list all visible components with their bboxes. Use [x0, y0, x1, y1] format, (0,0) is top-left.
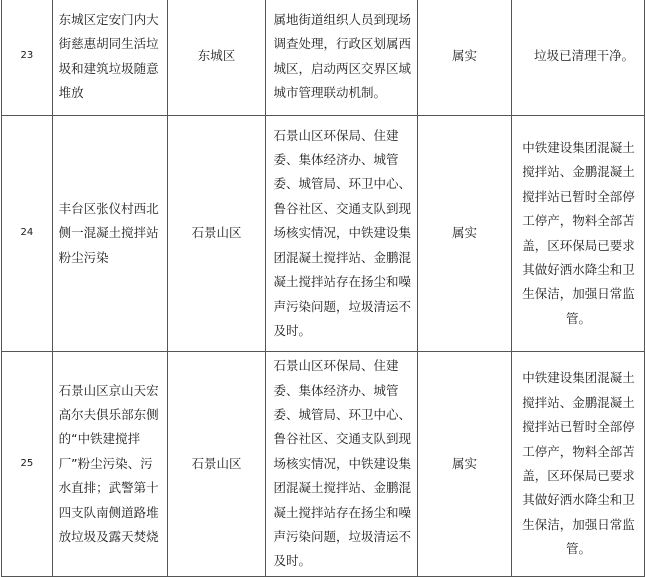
handling-result — [512, 116, 645, 352]
handling-result-line: 中铁建设集团混凝土 — [522, 370, 635, 386]
issue-description-line: 东城区定安门内大 — [58, 11, 159, 27]
investigation-action — [266, 352, 418, 577]
investigation-action-line: 委、城管局、环卫中心、 — [273, 176, 411, 192]
investigation-action-line: 团混凝土搅拌站、金鹏混 — [273, 480, 411, 496]
row-number — [2, 352, 53, 577]
investigation-action-line: 凝土搅拌站存在扬尘和噪 — [273, 274, 411, 290]
investigation-action-line: 鲁谷社区、交通支队到现 — [273, 431, 411, 447]
row-number — [2, 116, 53, 352]
investigation-action — [266, 116, 418, 352]
district — [167, 352, 266, 577]
handling-result-line: 其做好洒水降尘和卫 — [522, 261, 635, 277]
investigation-action-line: 石景山区环保局、住建 — [273, 127, 399, 143]
issue-description-line: 四支队南侧道路堆 — [58, 504, 159, 520]
issue-description-line: 圾和建筑垃圾随意 — [58, 60, 159, 76]
verification-status — [417, 352, 511, 577]
verification-status — [417, 0, 511, 116]
handling-result-line: 工停产，物料全部苫 — [522, 213, 635, 229]
issue-description-line: 厂”粉尘污染、污 — [58, 455, 153, 471]
verification-status — [417, 116, 511, 352]
table-body — [2, 0, 645, 577]
investigation-action-line: 调查处理，行政区划属西 — [273, 36, 411, 52]
verification-status-text: 属实 — [452, 455, 478, 471]
row-number — [2, 0, 53, 116]
district-text: 石景山区 — [191, 455, 242, 471]
row-number-text: 25 — [20, 457, 34, 469]
issue-description-line: 高尔夫俱乐部东侧 — [58, 406, 159, 422]
issue-description — [52, 116, 167, 352]
district-text: 石景山区 — [191, 225, 242, 241]
investigation-action-line: 鲁谷社区、交通支队到现 — [273, 200, 411, 216]
investigation-action-line: 场核实情况，中铁建设集 — [273, 455, 411, 471]
handling-result-line: 生保洁，加强日常监 — [522, 286, 635, 302]
investigation-action-line: 石景山区环保局、住建 — [273, 358, 399, 374]
issue-description-line: 粉尘污染 — [58, 249, 109, 265]
handling-result-line: 搅拌站、金鹏混凝土 — [522, 394, 635, 410]
issue-description-line: 的“中铁建搅拌 — [58, 431, 141, 447]
issue-description-line: 丰台区张仪村西北 — [58, 200, 159, 216]
issue-description-line: 石景山区京山天宏 — [58, 382, 159, 398]
handling-result — [512, 352, 645, 577]
district — [167, 116, 266, 352]
issue-description-line: 侧一混凝土搅拌站 — [58, 225, 159, 241]
verification-status-text: 属实 — [452, 48, 478, 64]
complaint-table — [1, 0, 645, 577]
row-number-text: 23 — [20, 50, 34, 62]
investigation-action — [266, 0, 418, 116]
issue-description-line: 堆放 — [58, 84, 84, 100]
table-row — [2, 352, 645, 577]
investigation-action-line: 及时。 — [273, 553, 311, 569]
table-row — [2, 0, 645, 116]
handling-result — [512, 0, 645, 116]
table-row — [2, 116, 645, 352]
investigation-action-line: 委、城管局、环卫中心、 — [273, 406, 411, 422]
issue-description — [52, 0, 167, 116]
investigation-action-line: 团混凝土搅拌站、金鹏混 — [273, 249, 411, 265]
investigation-action-line: 场核实情况，中铁建设集 — [273, 225, 411, 241]
investigation-action-line: 凝土搅拌站存在扬尘和噪 — [273, 504, 411, 520]
row-number-text: 24 — [20, 227, 34, 239]
issue-description — [52, 352, 167, 577]
investigation-action-line: 及时。 — [273, 322, 311, 338]
issue-description-line: 街慈惠胡同生活垃 — [58, 36, 159, 52]
investigation-action-line: 委、集体经济办、城管 — [273, 382, 399, 398]
handling-result-line: 工停产，物料全部苫 — [522, 443, 635, 459]
handling-result-line: 搅拌站已暂时全部停 — [522, 188, 635, 204]
handling-result-line: 生保洁，加强日常监 — [522, 516, 635, 532]
district-text: 东城区 — [197, 48, 236, 64]
handling-result-line: 垃圾已清理干净。 — [534, 48, 635, 64]
investigation-action-line: 声污染问题，垃圾清运不 — [273, 298, 411, 314]
issue-description-line: 放垃圾及露天焚烧 — [58, 529, 159, 545]
issue-description-line: 水直排；武警第十 — [58, 480, 159, 496]
investigation-action-line: 委、集体经济办、城管 — [273, 152, 399, 168]
verification-status-text: 属实 — [452, 225, 478, 241]
investigation-action-line: 属地街道组织人员到现场 — [273, 11, 411, 27]
handling-result-line: 中铁建设集团混凝土 — [522, 139, 635, 155]
handling-result-line: 盖，区环保局已要求 — [522, 468, 635, 483]
handling-result-line: 管。 — [566, 541, 592, 557]
handling-result-line: 其做好洒水降尘和卫 — [522, 492, 635, 508]
investigation-action-line: 声污染问题，垃圾清运不 — [273, 529, 411, 545]
handling-result-line: 管。 — [566, 310, 592, 326]
investigation-action-line: 城区，启动两区交界区域 — [273, 60, 411, 76]
handling-result-line: 搅拌站、金鹏混凝土 — [522, 164, 635, 180]
handling-result-line: 盖，区环保局已要求 — [522, 237, 635, 253]
handling-result-line: 搅拌站已暂时全部停 — [522, 419, 635, 435]
investigation-action-line: 城市管理联动机制。 — [273, 84, 386, 100]
district — [167, 0, 266, 116]
